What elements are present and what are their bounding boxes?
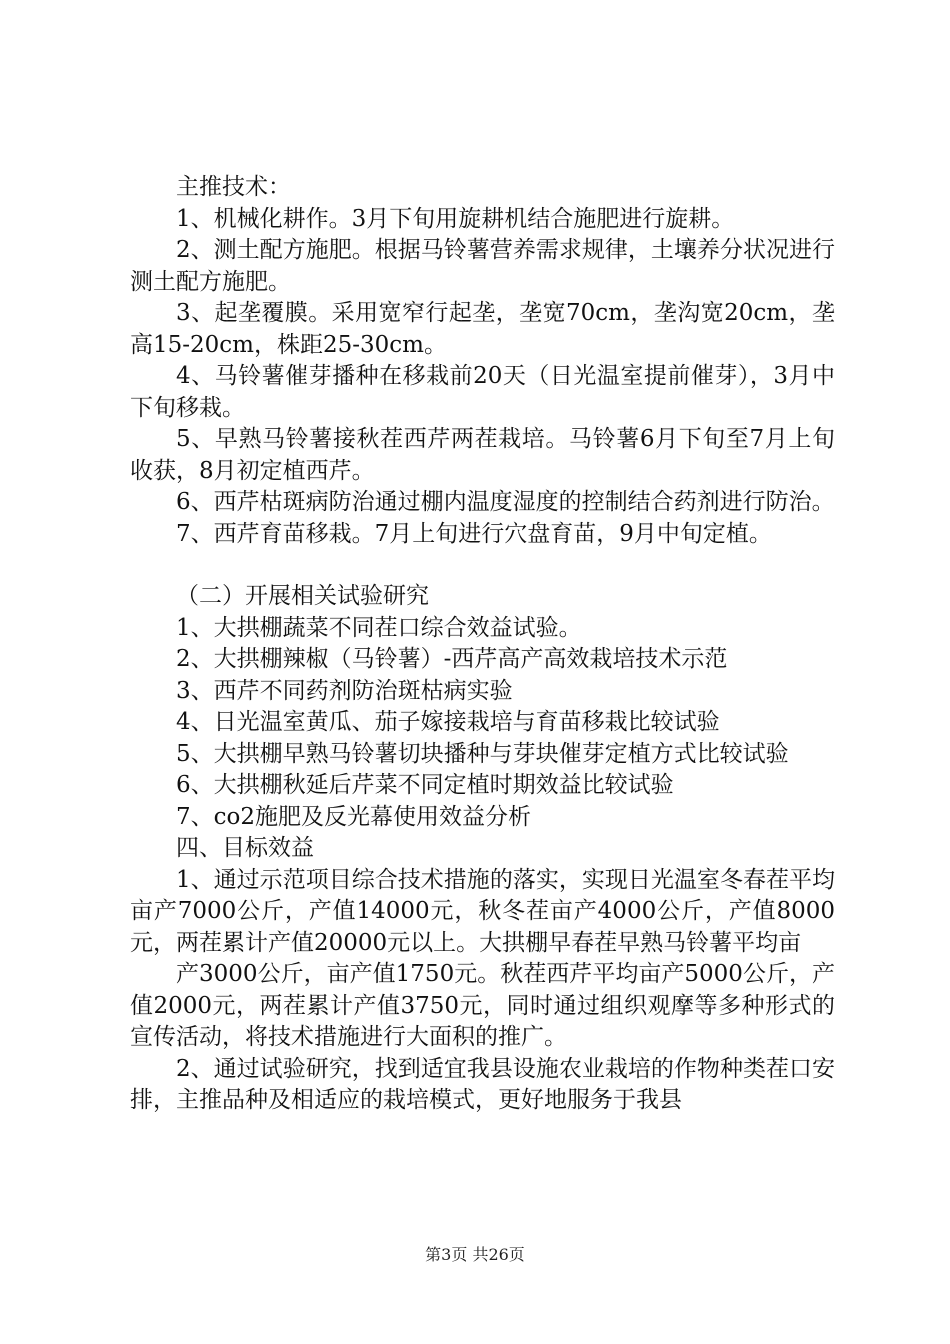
paragraph-item-6: 6、西芹枯斑病防治通过棚内温度湿度的控制结合药剂进行防治。 — [176, 489, 835, 515]
goal-item-1-continued: 产3000公斤，亩产值1750元。秋茬西芹平均亩产5000公斤，产值2000元，两茬累计产值3750元，同时通过组织观摩等多种形式的宣传活动，将技术措施进行大面积的推广。 — [130, 961, 835, 1050]
paragraph-item-3: 3、起垄覆膜。采用宽窄行起垄，垄宽70cm，垄沟宽20cm，垄高15-20cm，株距25-30cm。 — [130, 300, 835, 358]
paragraph-item-5: 5、早熟马铃薯接秋茬西芹两茬栽培。马铃薯6月下旬至7月上旬收获，8月初定植西芹。 — [130, 426, 835, 484]
document-body — [130, 172, 835, 1117]
paragraph-main-tech: 主推技术： — [176, 174, 291, 200]
experiment-item-2: 2、大拱棚辣椒（马铃薯）-西芹高产高效栽培技术示范 — [176, 646, 728, 672]
paragraph-item-4: 4、马铃薯催芽播种在移栽前20天（日光温室提前催芽），3月中下旬移栽。 — [130, 363, 835, 421]
section-heading-goals: 四、目标效益 — [176, 835, 314, 861]
page-footer: 第3页 共26页 — [425, 1245, 525, 1264]
paragraph-item-7: 7、西芹育苗移栽。7月上旬进行穴盘育苗，9月中旬定植。 — [176, 520, 772, 547]
experiment-item-3: 3、西芹不同药剂防治斑枯病实验 — [176, 677, 513, 704]
experiment-item-4: 4、日光温室黄瓜、茄子嫁接栽培与育苗移栽比较试验 — [176, 709, 720, 735]
experiment-item-7: 7、co2施肥及反光幕使用效益分析 — [176, 803, 531, 830]
experiment-item-1: 1、大拱棚蔬菜不同茬口综合效益试验。 — [176, 614, 582, 641]
goal-item-1: 1、通过示范项目综合技术措施的落实，实现日光温室冬春茬平均亩产7000公斤，产值14000元，秋冬茬亩产4000公斤，产值8000元，两茬累计产值20000元以上。大拱棚早春茬早熟马铃薯平均亩 — [130, 866, 835, 956]
goal-item-2: 2、通过试验研究，找到适宜我县设施农业栽培的作物种类茬口安排，主推品种及相适应的栽培模式，更好地服务于我县 — [130, 1055, 835, 1113]
paragraph-item-2: 2、测土配方施肥。根据马铃薯营养需求规律，土壤养分状况进行测土配方施肥。 — [130, 237, 835, 295]
experiment-item-5: 5、大拱棚早熟马铃薯切块播种与芽块催芽定植方式比较试验 — [176, 740, 789, 767]
experiment-item-6: 6、大拱棚秋延后芹菜不同定植时期效益比较试验 — [176, 772, 674, 798]
section-heading-experiments: （二）开展相关试验研究 — [176, 583, 429, 609]
paragraph-item-1: 1、机械化耕作。3月下旬用旋耕机结合施肥进行旋耕。 — [176, 205, 735, 232]
